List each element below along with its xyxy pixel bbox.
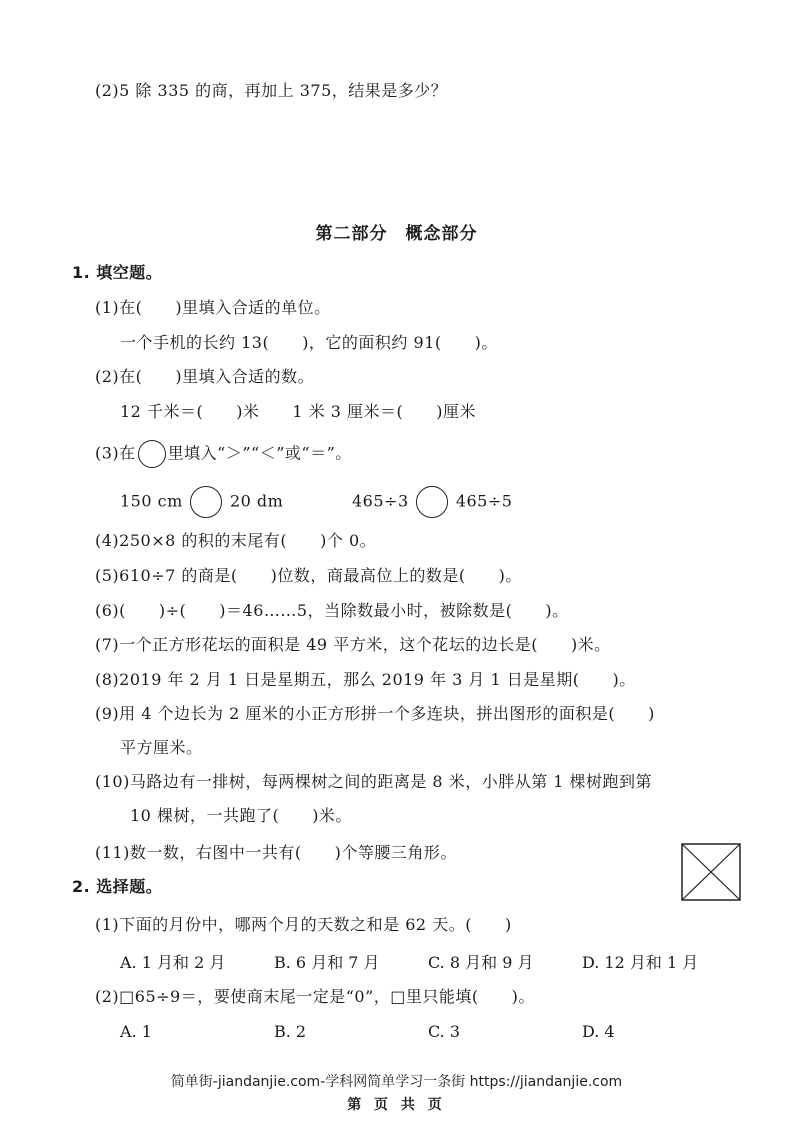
q2-heading: 2. 选择题。 — [72, 877, 163, 896]
compare-circle-right — [416, 486, 448, 518]
q1-item-3-left — [120, 486, 283, 518]
q1-heading: 1. 填空题。 — [72, 263, 163, 282]
q1-item-7: (7)一个正方形花坛的面积是 49 平方米，这个花坛的边长是( )米。 — [95, 635, 611, 654]
compare-right-b: 465÷5 — [455, 491, 513, 511]
compare-left-a: 150 cm — [120, 491, 183, 511]
compare-circle-left — [190, 486, 222, 518]
q2-item-1-option-c: C. 8 月和 9 月 — [428, 953, 534, 972]
square-diagonals-figure — [681, 843, 741, 901]
q1-item-3-right — [352, 486, 512, 518]
q1-item-2: (2)在( )里填入合适的数。 — [95, 367, 315, 386]
compare-right-a: 465÷3 — [352, 491, 409, 511]
q1-item-8: (8)2019 年 2 月 1 日是星期五，那么 2019 年 3 月 1 日是星期( )。 — [95, 670, 636, 689]
q2-item-2-option-d: D. 4 — [582, 1022, 615, 1041]
q1-item-6: (6)( )÷( )＝46……5，当除数最小时，被除数是( )。 — [95, 601, 569, 620]
page-number-footer: 第 页 共 页 — [347, 1097, 446, 1113]
q1-item-3 — [95, 440, 352, 468]
q2-item-1-option-b: B. 6 月和 7 月 — [274, 953, 380, 972]
q2-item-1-option-a: A. 1 月和 2 月 — [120, 953, 226, 972]
q1-item-1: (1)在( )里填入合适的单位。 — [95, 298, 331, 317]
q1-item-2-text: 12 千米＝( )米 1 米 3 厘米＝( )厘米 — [120, 402, 477, 421]
q1-item-9: (9)用 4 个边长为 2 厘米的小正方形拼一个多连块，拼出图形的面积是( ) — [95, 704, 655, 723]
q2-item-2: (2)□65÷9＝，要使商末尾一定是“0”，□里只能填( )。 — [95, 987, 535, 1006]
top-question: (2)5 除 335 的商，再加上 375，结果是多少？ — [95, 81, 448, 100]
q1-item-10: (10)马路边有一排树，每两棵树之间的距离是 8 米，小胖从第 1 棵树跑到第 — [95, 772, 653, 791]
q1-item-4: (4)250×8 的积的末尾有( )个 0。 — [95, 531, 377, 550]
q2-item-2-option-a: A. 1 — [120, 1022, 152, 1041]
site-footer: 简单街-jiandanjie.com-学科网简单学习一条街 https://jiandanjie.com — [170, 1074, 623, 1090]
q1-item-10-cont: 10 棵树，一共跑了( )米。 — [130, 806, 352, 825]
q2-item-1-option-d: D. 12 月和 1 月 — [582, 953, 699, 972]
q1-item-9-cont: 平方厘米。 — [120, 738, 203, 757]
q2-item-2-option-b: B. 2 — [274, 1022, 307, 1041]
q1-item-3-prefix: (3)在 — [95, 443, 136, 463]
section-title: 第二部分 概念部分 — [315, 224, 478, 244]
q1-item-3-suffix: 里填入“＞”“＜”或“＝”。 — [167, 443, 352, 463]
compare-left-b: 20 dm — [229, 491, 284, 511]
compare-circle — [138, 440, 166, 468]
q1-item-5: (5)610÷7 的商是( )位数，商最高位上的数是( )。 — [95, 566, 522, 585]
q2-item-2-option-c: C. 3 — [428, 1022, 461, 1041]
q1-item-1-text: 一个手机的长约 13( )，它的面积约 91( )。 — [120, 333, 498, 352]
q1-item-11: (11)数一数，右图中一共有( )个等腰三角形。 — [95, 843, 457, 862]
q2-item-1: (1)下面的月份中，哪两个月的天数之和是 62 天。( ) — [95, 915, 512, 934]
